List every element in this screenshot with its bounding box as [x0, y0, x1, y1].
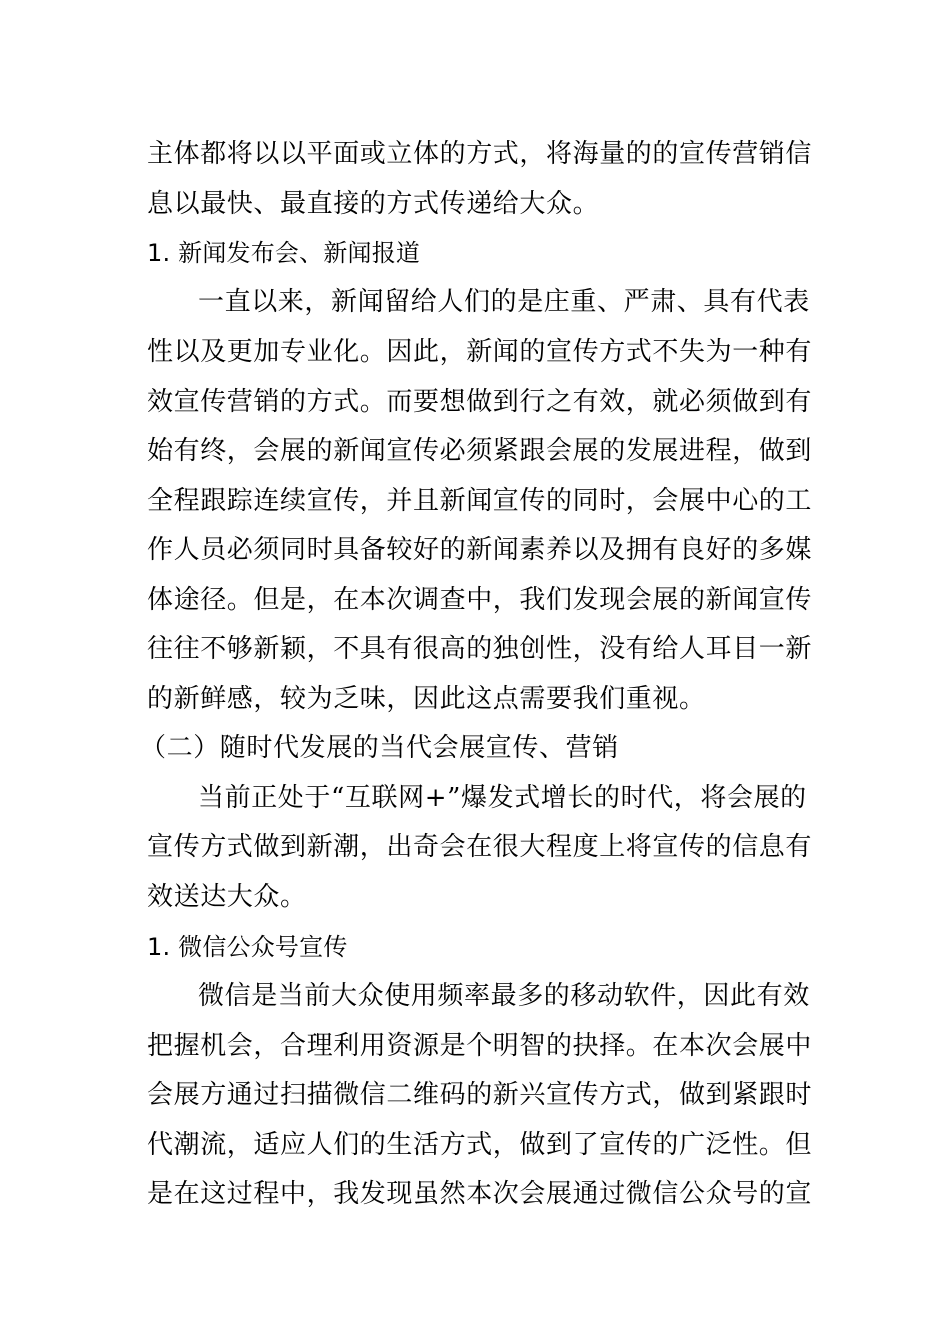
- section-heading: 1. 微信公众号宣传: [147, 933, 348, 961]
- paragraph-line: 往往不够新颖，不具有很高的独创性，没有给人耳目一新: [147, 634, 813, 664]
- paragraph-line: 作人员必须同时具备较好的新闻素养以及拥有良好的多媒: [147, 535, 813, 565]
- section-heading: 1. 新闻发布会、新闻报道: [147, 239, 421, 267]
- paragraph-line: 是在这过程中，我发现虽然本次会展通过微信公众号的宣: [147, 1179, 813, 1209]
- paragraph-line: 效送达大众。: [147, 882, 307, 912]
- paragraph-line: 全程跟踪连续宣传，并且新闻宣传的同时，会展中心的工: [147, 486, 813, 516]
- subsection-heading: （二）随时代发展的当代会展宣传、营销: [140, 733, 619, 763]
- paragraph-line: 效宣传营销的方式。而要想做到行之有效，就必须做到有: [147, 387, 813, 417]
- paragraph-line: 会展方通过扫描微信二维码的新兴宣传方式，做到紧跟时: [147, 1080, 813, 1110]
- paragraph-line: 一直以来，新闻留给人们的是庄重、严肃、具有代表: [198, 287, 810, 317]
- paragraph-line: 微信是当前大众使用频率最多的移动软件，因此有效: [198, 981, 810, 1011]
- paragraph-line: 当前正处于“互联网+”爆发式增长的时代，将会展的: [198, 783, 807, 813]
- paragraph-line: 性以及更加专业化。因此，新闻的宣传方式不失为一种有: [147, 337, 813, 367]
- paragraph-line: 息以最快、最直接的方式传递给大众。: [147, 189, 600, 219]
- paragraph-line: 始有终，会展的新闻宣传必须紧跟会展的发展进程，做到: [147, 436, 813, 466]
- paragraph-line: 代潮流，适应人们的生活方式，做到了宣传的广泛性。但: [147, 1130, 813, 1160]
- paragraph-line: 的新鲜感，较为乏味，因此这点需要我们重视。: [147, 684, 706, 714]
- paragraph-line: 体途径。但是，在本次调查中，我们发现会展的新闻宣传: [147, 585, 813, 615]
- paragraph-line: 主体都将以以平面或立体的方式，将海量的的宣传营销信: [147, 139, 813, 169]
- paragraph-line: 把握机会，合理利用资源是个明智的抉择。在本次会展中: [147, 1031, 813, 1061]
- paragraph-line: 宣传方式做到新潮，出奇会在很大程度上将宣传的信息有: [147, 832, 813, 862]
